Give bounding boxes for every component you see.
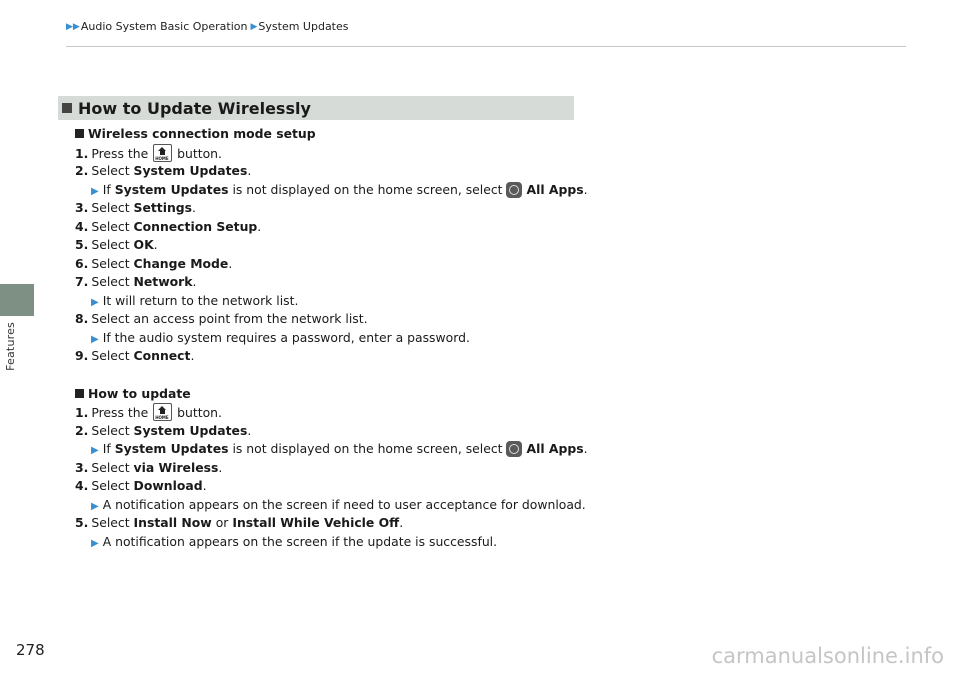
subheading-how-to-update: How to update: [75, 385, 635, 404]
step-2: 2. Select System Updates.: [75, 163, 252, 178]
note-arrow-icon: ▶: [91, 185, 99, 197]
section-header: [58, 96, 574, 120]
watermark: carmanualsonline.info: [711, 644, 944, 668]
step-1: 1. Press the HOME button.: [75, 145, 222, 161]
step-5: 5. Select OK.: [75, 237, 158, 252]
note-arrow-icon: ▶: [91, 445, 99, 456]
update-step-1: 1. Press the HOME button.: [75, 405, 222, 420]
step-9: 9. Select Connect.: [75, 348, 195, 363]
update-step-5: 5. Select Install Now or Install While Vehicle Off.: [75, 515, 404, 530]
note-arrow-icon: ▶: [91, 333, 99, 345]
step-7-note: ▶ It will return to the network list.: [91, 292, 299, 308]
home-button-icon: HOME: [153, 144, 172, 162]
step-8: 8. Select an access point from the network list.: [75, 311, 368, 326]
page-number: 278: [16, 641, 45, 659]
breadcrumb-item-system-updates: System Updates: [258, 20, 349, 33]
step-3: 3. Select Settings.: [75, 200, 196, 215]
breadcrumb-arrow-icon: ▶: [250, 21, 258, 32]
update-step-2: 2. Select System Updates.: [75, 422, 252, 438]
section-title: How to Update Wirelessly: [78, 98, 311, 118]
step-2-note: ▶ If System Updates is not displayed on the home screen, select All Apps.: [91, 181, 588, 197]
breadcrumb-arrow-icon: ▶▶: [66, 21, 80, 32]
spacer: [75, 366, 635, 385]
step-4: 4. Select Connection Setup.: [75, 218, 262, 234]
update-step-5-note: ▶ A notification appears on the screen if the update is successful.: [91, 533, 498, 549]
all-apps-icon: [506, 182, 522, 198]
subheading-square-icon: [75, 389, 84, 398]
breadcrumb: [66, 20, 352, 33]
subheading-wireless-setup: Wireless connection mode setup: [75, 125, 635, 144]
step-8-note: ▶ If the audio system requires a password, enter a password.: [91, 329, 470, 345]
side-tab-marker: [0, 284, 34, 316]
instructions: [75, 125, 635, 551]
header-divider: [66, 46, 906, 47]
update-step-2-note: ▶ If System Updates is not displayed on the home screen, select All Apps.: [91, 441, 588, 456]
section-square-icon: [62, 103, 72, 113]
side-label: Features: [4, 322, 17, 371]
update-step-4-note: ▶ A notification appears on the screen if need to user acceptance for download.: [91, 496, 586, 512]
home-button-icon: HOME: [153, 403, 172, 421]
update-step-3: 3. Select via Wireless.: [75, 459, 223, 475]
note-arrow-icon: ▶: [91, 500, 99, 512]
step-6: 6. Select Change Mode.: [75, 255, 233, 271]
note-arrow-icon: ▶: [91, 537, 99, 549]
update-step-4: 4. Select Download.: [75, 478, 207, 493]
all-apps-icon: [506, 441, 522, 457]
breadcrumb-item-audio-system: Audio System Basic Operation: [80, 20, 248, 33]
subheading-square-icon: [75, 129, 84, 138]
note-arrow-icon: ▶: [91, 296, 99, 308]
step-7: 7. Select Network.: [75, 274, 197, 289]
